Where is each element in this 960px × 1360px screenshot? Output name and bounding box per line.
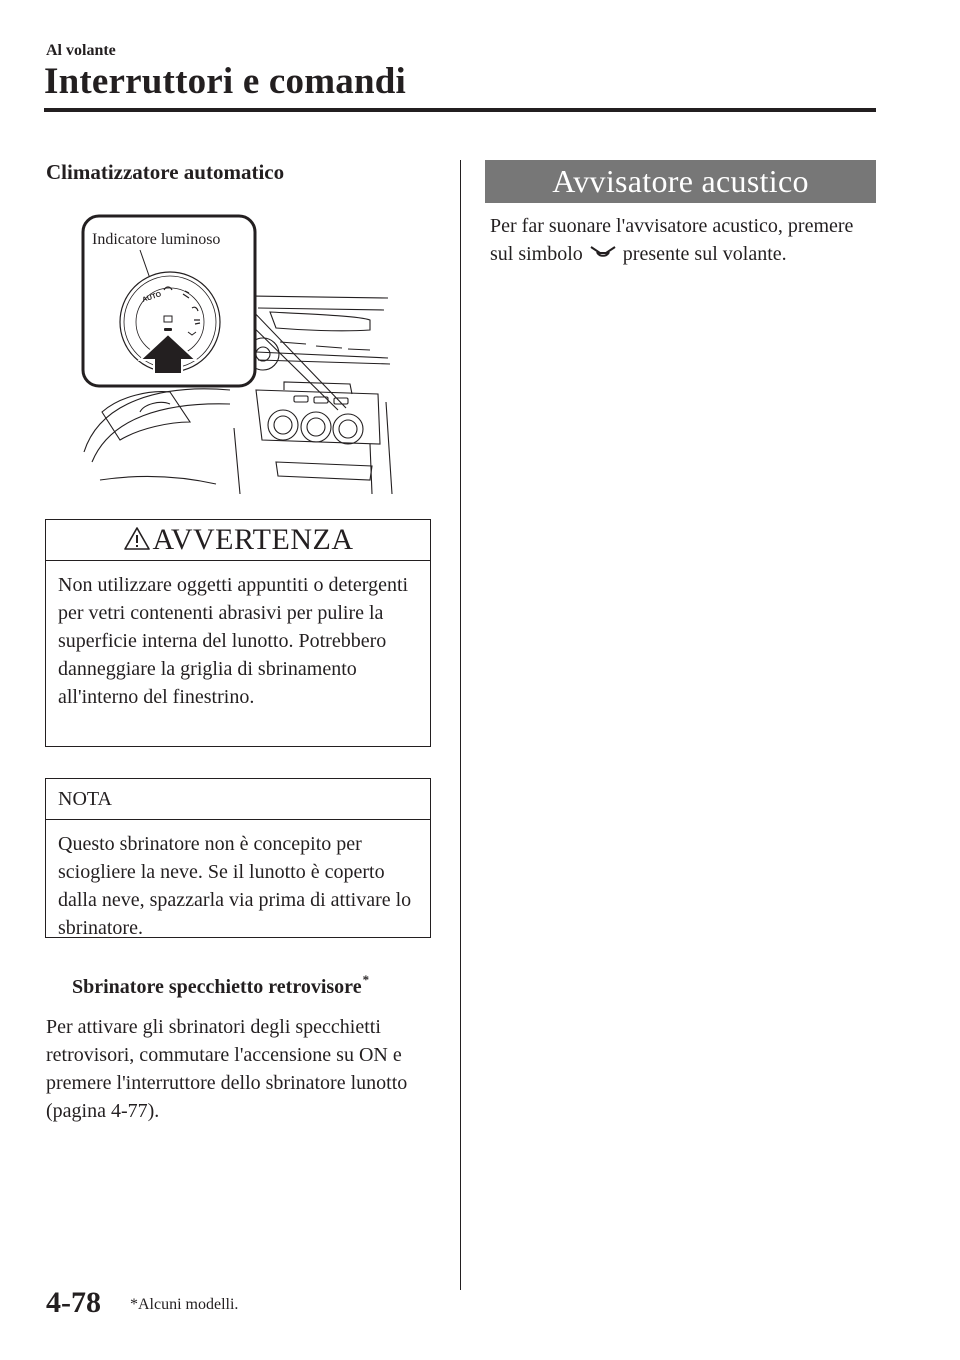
warning-text: Non utilizzare oggetti appuntiti o detergenti per vetri contenenti abrasivi per pulire la superficie interna del lunotto. Potrebbero danneggiare la griglia di sbrinamento all'interno del finestrino. xyxy=(58,574,409,708)
horn-heading-banner: Avvisatore acustico xyxy=(485,160,876,203)
footnote: *Alcuni modelli. xyxy=(130,1296,239,1313)
auto-label: AUTO xyxy=(141,291,163,304)
page-title: Interruttori e comandi xyxy=(44,61,406,102)
page-number: 4-78 xyxy=(46,1286,101,1319)
horn-paragraph xyxy=(490,212,870,268)
dashboard-illustration xyxy=(80,212,398,497)
warning-header xyxy=(46,520,430,561)
mirror-paragraph: Per attivare gli sbrinatori degli specchietti retrovisori, commutare l'accensione su ON e premere l'interruttore dello sbrinatore lunotto (pagina 4-77). xyxy=(46,1016,408,1122)
column-divider xyxy=(460,160,461,1290)
warning-box xyxy=(45,519,431,747)
section-kicker: Al volante xyxy=(46,42,116,59)
horn-symbol-icon xyxy=(588,245,618,259)
title-rule xyxy=(44,108,876,112)
note-text: Questo sbrinatore non è concepito per sciogliere la neve. Se il lunotto è coperto dalla neve, spazzarla via prima di attivare lo sbrinatore. xyxy=(58,833,412,939)
mirror-heading-text: Sbrinatore specchietto retrovisore xyxy=(72,976,362,998)
optional-asterisk: * xyxy=(362,972,370,987)
indicator-light xyxy=(164,328,172,331)
mirror-heading xyxy=(72,972,369,999)
warning-triangle-icon xyxy=(123,526,151,551)
note-box xyxy=(45,778,431,938)
warning-heading: AVVERTENZA xyxy=(152,523,354,556)
callout-label: Indicatore luminoso xyxy=(92,231,221,248)
horn-text-before: Per far suonare l'avvisatore acustico, premere sul simbolo xyxy=(490,215,854,265)
horn-text-after: presente sul volante. xyxy=(617,243,787,265)
note-heading: NOTA xyxy=(46,779,430,820)
climate-heading: Climatizzatore automatico xyxy=(46,160,285,184)
hvac-knobs xyxy=(268,410,363,444)
